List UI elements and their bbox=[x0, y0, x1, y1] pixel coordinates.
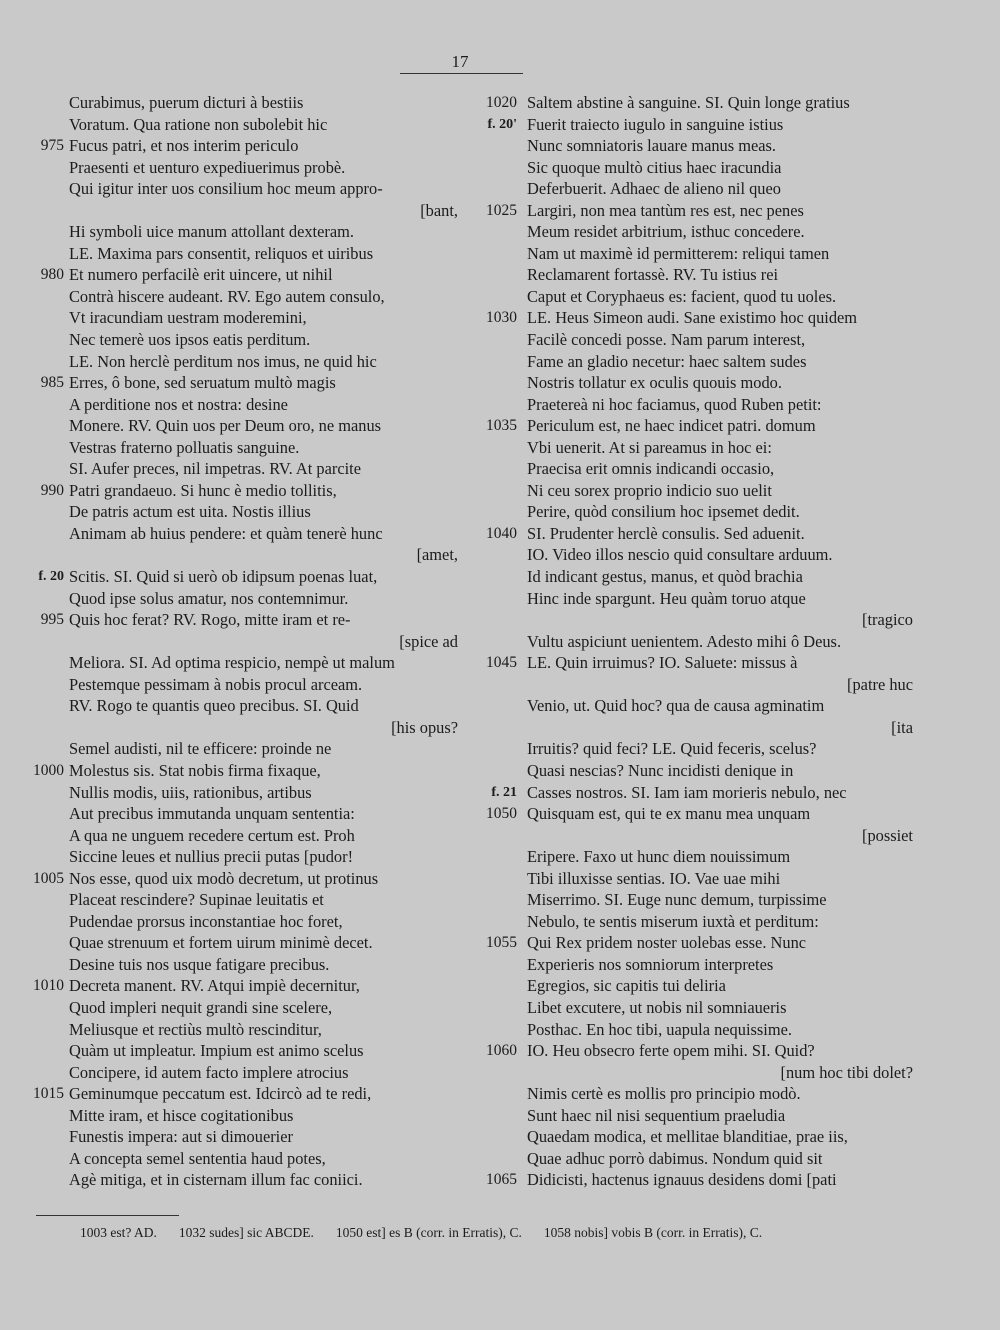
verse-text: [patre huc bbox=[847, 674, 913, 694]
verse-text: Molestus sis. Stat nobis firma fixaque, bbox=[69, 760, 321, 780]
verse-text: SI. Aufer preces, nil impetras. RV. At parcite bbox=[69, 459, 361, 479]
verse-line bbox=[26, 868, 466, 890]
verse-line bbox=[26, 760, 466, 782]
verse-line-continuation bbox=[480, 1062, 913, 1084]
verse-line bbox=[480, 1105, 910, 1127]
verse-text: Vbi uenerit. At si pareamus in hoc ei: bbox=[527, 437, 772, 457]
verse-text: Nullis modis, uiis, rationibus, artibus bbox=[69, 782, 312, 802]
verse-text: Perire, quòd consilium hoc ipsemet dedit. bbox=[527, 502, 800, 522]
verse-text: Placeat rescindere? Supinae leuitatis et bbox=[69, 890, 324, 910]
verse-line bbox=[26, 695, 466, 717]
verse-line bbox=[26, 307, 466, 329]
verse-line bbox=[26, 329, 466, 351]
verse-line bbox=[26, 975, 466, 997]
verse-line bbox=[480, 932, 910, 954]
verse-text: Venio, ut. Quid hoc? qua de causa agminatim bbox=[527, 696, 825, 716]
verse-text: Quàm ut impleatur. Impium est animo scelus bbox=[69, 1041, 364, 1061]
line-number: 1000 bbox=[33, 761, 64, 779]
verse-text: Egregios, sic capitis tui deliria bbox=[527, 976, 726, 996]
left-column bbox=[26, 92, 466, 1191]
verse-line-continuation bbox=[480, 674, 913, 696]
verse-text: Concipere, id autem facto implere atrocius bbox=[69, 1062, 349, 1082]
verse-text: Siccine leues et nullius precii putas [pudor! bbox=[69, 847, 354, 867]
verse-line bbox=[480, 631, 910, 653]
footnote: 1003 est? AD. bbox=[80, 1225, 157, 1240]
verse-line bbox=[26, 803, 466, 825]
verse-line bbox=[480, 437, 910, 459]
line-number: 1010 bbox=[33, 977, 64, 995]
verse-line bbox=[480, 1148, 910, 1170]
verse-text: Geminumque peccatum est. Idcircò ad te redi, bbox=[69, 1084, 372, 1104]
verse-text: Quasi nescias? Nunc incidisti denique in bbox=[527, 760, 794, 780]
verse-line bbox=[26, 135, 466, 157]
verse-line bbox=[26, 415, 466, 437]
verse-line-continuation bbox=[480, 825, 913, 847]
verse-line bbox=[480, 329, 910, 351]
verse-text: Miserrimo. SI. Euge nunc demum, turpissime bbox=[527, 890, 827, 910]
verse-text: Funestis impera: aut si dimouerier bbox=[69, 1127, 293, 1147]
verse-text: Nos esse, quod uix modò decretum, ut protinus bbox=[69, 868, 379, 888]
verse-line bbox=[480, 523, 910, 545]
verse-text: Qui Rex pridem noster uolebas esse. Nunc bbox=[527, 933, 807, 953]
verse-line bbox=[480, 868, 910, 890]
verse-line bbox=[480, 221, 910, 243]
verse-text: Agè mitiga, et in cisternam illum fac coniici. bbox=[69, 1170, 363, 1190]
verse-text: [ita bbox=[891, 717, 913, 737]
verse-line-continuation bbox=[26, 717, 466, 739]
verse-text: Nec temerè uos ipsos eatis perditum. bbox=[69, 330, 311, 350]
verse-line-continuation bbox=[480, 717, 913, 739]
verse-line bbox=[480, 135, 910, 157]
verse-line bbox=[480, 157, 910, 179]
verse-text: Erres, ô bone, sed seruatum multò magis bbox=[69, 373, 336, 393]
verse-text: Scitis. SI. Quid si uerò ob idipsum poenas luat, bbox=[69, 567, 378, 587]
verse-line bbox=[480, 1083, 910, 1105]
verse-line bbox=[26, 609, 466, 631]
verse-line bbox=[480, 760, 910, 782]
right-column bbox=[480, 92, 913, 1191]
verse-text: Praetereà ni hoc faciamus, quod Ruben petit: bbox=[527, 394, 822, 414]
verse-line bbox=[480, 307, 910, 329]
verse-text: Fame an gladio necetur: haec saltem sudes bbox=[527, 351, 807, 371]
verse-text: Aut precibus immutanda unquam sententia: bbox=[69, 804, 355, 824]
footnotes bbox=[80, 1225, 980, 1241]
line-number: 1065 bbox=[486, 1171, 517, 1189]
verse-line bbox=[26, 1019, 466, 1041]
verse-text: Qui igitur inter uos consilium hoc meum appro- bbox=[69, 179, 383, 199]
verse-line bbox=[480, 1126, 910, 1148]
verse-text: [bant, bbox=[420, 200, 458, 220]
line-number: 980 bbox=[40, 266, 64, 284]
verse-line-continuation bbox=[26, 631, 466, 653]
verse-line bbox=[26, 286, 466, 308]
verse-line bbox=[26, 1062, 466, 1084]
verse-line bbox=[26, 846, 466, 868]
verse-text: Sic quoque multò citius haec iracundia bbox=[527, 157, 782, 177]
verse-text: [num hoc tibi dolet? bbox=[780, 1062, 913, 1082]
verse-text: Ni ceu sorex proprio indicio suo uelit bbox=[527, 480, 772, 500]
verse-line bbox=[26, 954, 466, 976]
verse-text: Largiri, non mea tantùm res est, nec penes bbox=[527, 200, 804, 220]
verse-text: Libet excutere, ut nobis nil somniaueris bbox=[527, 997, 787, 1017]
verse-text: Curabimus, puerum dicturi à bestiis bbox=[69, 93, 304, 112]
verse-text: Vestras fraterno polluatis sanguine. bbox=[69, 437, 300, 457]
verse-text: Hi symboli uice manum attollant dexteram. bbox=[69, 222, 354, 242]
verse-text: Monere. RV. Quin uos per Deum oro, ne manus bbox=[69, 416, 382, 436]
verse-text: LE. Quin irruimus? IO. Saluete: missus à bbox=[527, 653, 798, 673]
verse-line bbox=[480, 588, 910, 610]
verse-line-continuation bbox=[26, 544, 466, 566]
verse-line bbox=[26, 911, 466, 933]
folio-marker: f. 21 bbox=[491, 784, 517, 800]
verse-line bbox=[480, 286, 910, 308]
footnote: 1058 nobis] vobis B (corr. in Erratis), C. bbox=[543, 1225, 763, 1240]
verse-text: A qua ne unguem recedere certum est. Proh bbox=[69, 825, 355, 845]
verse-line bbox=[480, 652, 910, 674]
verse-line bbox=[26, 157, 466, 179]
verse-line bbox=[26, 1083, 466, 1105]
verse-text: Didicisti, hactenus ignauus desidens domi [pati bbox=[527, 1170, 837, 1190]
verse-text: A concepta semel sententia haud potes, bbox=[69, 1148, 326, 1168]
verse-line bbox=[26, 566, 466, 588]
verse-line bbox=[480, 1169, 910, 1191]
verse-text: Hinc inde spargunt. Heu quàm toruo atque bbox=[527, 588, 806, 608]
verse-text: Deferbuerit. Adhaec de alieno nil queo bbox=[527, 179, 781, 199]
verse-line bbox=[480, 997, 910, 1019]
verse-line bbox=[26, 351, 466, 373]
verse-line bbox=[26, 1148, 466, 1170]
verse-line bbox=[26, 782, 466, 804]
verse-line bbox=[480, 372, 910, 394]
line-number: 990 bbox=[40, 481, 64, 499]
verse-text: Quis hoc ferat? RV. Rogo, mitte iram et re- bbox=[69, 610, 351, 630]
verse-line bbox=[480, 92, 910, 114]
verse-text: IO. Heu obsecro ferte opem mihi. SI. Quid? bbox=[527, 1041, 815, 1061]
verse-line bbox=[26, 264, 466, 286]
verse-line bbox=[26, 825, 466, 847]
verse-line bbox=[480, 846, 910, 868]
line-number: 1020 bbox=[486, 94, 517, 111]
verse-text: Mitte iram, et hisce cogitationibus bbox=[69, 1105, 294, 1125]
verse-line bbox=[480, 889, 910, 911]
verse-line bbox=[480, 695, 910, 717]
verse-text: LE. Maxima pars consentit, reliquos et uiribus bbox=[69, 243, 374, 263]
verse-text: Periculum est, ne haec indicet patri. domum bbox=[527, 416, 816, 436]
verse-line bbox=[26, 243, 466, 265]
verse-text: LE. Heus Simeon audi. Sane existimo hoc quidem bbox=[527, 308, 858, 328]
verse-line bbox=[480, 501, 910, 523]
verse-line bbox=[480, 480, 910, 502]
footnote-rule bbox=[36, 1215, 179, 1216]
page-number: 17 bbox=[451, 52, 469, 71]
line-number: 975 bbox=[40, 137, 64, 155]
verse-line bbox=[26, 674, 466, 696]
verse-line bbox=[480, 803, 910, 825]
verse-line bbox=[26, 652, 466, 674]
footnote: 1032 sudes] sic ABCDE. bbox=[178, 1225, 314, 1240]
verse-line bbox=[480, 415, 910, 437]
verse-text: IO. Video illos nescio quid consultare arduum. bbox=[527, 545, 833, 565]
verse-text: Tibi illuxisse sentias. IO. Vae uae mihi bbox=[527, 868, 781, 888]
verse-text: Vultu aspiciunt uenientem. Adesto mihi ô Deus. bbox=[527, 631, 842, 651]
verse-text: Desine tuis nos usque fatigare precibus. bbox=[69, 954, 330, 974]
verse-line bbox=[480, 243, 910, 265]
verse-text: Nam ut maximè id permitterem: reliqui tamen bbox=[527, 243, 830, 263]
verse-line bbox=[480, 566, 910, 588]
verse-text: Quisquam est, qui te ex manu mea unquam bbox=[527, 804, 811, 824]
verse-text: Quae strenuum et fortem uirum minimè decet. bbox=[69, 933, 373, 953]
verse-line bbox=[480, 264, 910, 286]
verse-text: Praecisa erit omnis indicandi occasio, bbox=[527, 459, 775, 479]
verse-line bbox=[26, 1105, 466, 1127]
verse-line bbox=[26, 997, 466, 1019]
verse-text: Pudendae prorsus inconstantiae hoc foret, bbox=[69, 911, 343, 931]
verse-line bbox=[26, 92, 466, 114]
verse-text: Pestemque pessimam à nobis procul arceam. bbox=[69, 674, 363, 694]
verse-line bbox=[480, 954, 910, 976]
verse-line bbox=[26, 588, 466, 610]
verse-line bbox=[480, 1019, 910, 1041]
verse-line bbox=[480, 911, 910, 933]
verse-text: Vt iracundiam uestram moderemini, bbox=[69, 308, 307, 328]
verse-text: LE. Non herclè perditum nos imus, ne quid hic bbox=[69, 351, 377, 371]
verse-text: [possiet bbox=[862, 825, 913, 845]
line-number: 1025 bbox=[486, 201, 517, 219]
verse-text: Meum residet arbitrium, isthuc concedere. bbox=[527, 222, 805, 242]
verse-text: [his opus? bbox=[391, 717, 458, 737]
verse-line bbox=[26, 114, 466, 136]
verse-line bbox=[480, 975, 910, 997]
verse-line bbox=[26, 178, 466, 200]
line-number: 1045 bbox=[486, 654, 517, 672]
verse-line bbox=[480, 394, 910, 416]
verse-line bbox=[480, 178, 910, 200]
footnote: 1050 est] es B (corr. in Erratis), C. bbox=[335, 1225, 522, 1240]
verse-text: Praesenti et uenturo expediuerimus probè. bbox=[69, 157, 346, 177]
verse-text: Decreta manent. RV. Atqui impiè decernitur, bbox=[69, 976, 360, 996]
line-number: 985 bbox=[40, 374, 64, 392]
verse-line bbox=[480, 114, 910, 136]
verse-text: Contrà hiscere audeant. RV. Ego autem consulo, bbox=[69, 286, 385, 306]
line-number: 1050 bbox=[486, 805, 517, 823]
verse-line bbox=[480, 782, 910, 804]
verse-text: Fuerit traiecto iugulo in sanguine istius bbox=[527, 114, 784, 134]
verse-line bbox=[480, 1040, 910, 1062]
verse-text: [amet, bbox=[416, 545, 458, 565]
folio-marker: f. 20 bbox=[38, 569, 64, 585]
line-number: 1015 bbox=[33, 1085, 64, 1103]
verse-text: Voratum. Qua ratione non subolebit hic bbox=[69, 114, 328, 134]
verse-text: RV. Rogo te quantis queo precibus. SI. Quid bbox=[69, 696, 359, 716]
verse-text: Nebulo, te sentis miserum iuxtà et perditum: bbox=[527, 911, 819, 931]
line-number: 1060 bbox=[486, 1042, 517, 1060]
verse-line bbox=[26, 501, 466, 523]
verse-line bbox=[26, 889, 466, 911]
verse-line bbox=[480, 458, 910, 480]
verse-text: Posthac. En hoc tibi, uapula nequissime. bbox=[527, 1019, 792, 1039]
verse-line bbox=[26, 221, 466, 243]
verse-text: Experieris nos somniorum interpretes bbox=[527, 954, 774, 974]
header-rule bbox=[400, 73, 523, 74]
verse-text: Caput et Coryphaeus es: facient, quod tu uoles. bbox=[527, 286, 837, 306]
verse-line bbox=[26, 523, 466, 545]
verse-line bbox=[480, 544, 910, 566]
verse-line bbox=[26, 372, 466, 394]
verse-line bbox=[26, 394, 466, 416]
verse-text: Eripere. Faxo ut hunc diem nouissimum bbox=[527, 847, 791, 867]
verse-text: Reclamarent fortassè. RV. Tu istius rei bbox=[527, 265, 779, 285]
verse-text: Animam ab huius pendere: et quàm tenerè hunc bbox=[69, 523, 383, 543]
line-number: 1055 bbox=[486, 934, 517, 952]
verse-text: Quae adhuc porrò dabimus. Nondum quid sit bbox=[527, 1148, 823, 1168]
line-number: 1040 bbox=[486, 524, 517, 542]
verse-line bbox=[26, 1040, 466, 1062]
verse-text: Saltem abstine à sanguine. SI. Quin longe gratius bbox=[527, 93, 850, 112]
verse-line bbox=[26, 1126, 466, 1148]
verse-text: De patris actum est uita. Nostis illius bbox=[69, 502, 311, 522]
verse-text: Nostris tollatur ex oculis quouis modo. bbox=[527, 373, 782, 393]
verse-line bbox=[480, 738, 910, 760]
verse-line bbox=[480, 200, 910, 222]
verse-line bbox=[26, 458, 466, 480]
verse-text: A perditione nos et nostra: desine bbox=[69, 394, 288, 414]
verse-text: Facilè concedi posse. Nam parum interest, bbox=[527, 330, 806, 350]
verse-text: Et numero perfacilè erit uincere, ut nihil bbox=[69, 265, 333, 285]
verse-text: Irruitis? quid feci? LE. Quid feceris, scelus? bbox=[527, 739, 817, 759]
verse-line-continuation bbox=[480, 609, 913, 631]
verse-line bbox=[26, 1169, 466, 1191]
verse-text: Sunt haec nil nisi sequentium praeludia bbox=[527, 1105, 786, 1125]
line-number: 1005 bbox=[33, 869, 64, 887]
line-number: 1035 bbox=[486, 417, 517, 435]
verse-line bbox=[480, 351, 910, 373]
verse-text: Quod ipse solus amatur, nos contemnimur. bbox=[69, 588, 349, 608]
folio-marker: f. 20' bbox=[487, 116, 517, 132]
verse-text: [spice ad bbox=[399, 631, 458, 651]
verse-text: Meliora. SI. Ad optima respicio, nempè ut malum bbox=[69, 653, 395, 673]
verse-text: Nunc somniatoris lauare manus meas. bbox=[527, 136, 776, 156]
verse-line bbox=[26, 437, 466, 459]
verse-text: Semel audisti, nil te efficere: proinde ne bbox=[69, 739, 332, 759]
verse-text: Fucus patri, et nos interim periculo bbox=[69, 136, 299, 156]
verse-text: Nimis certè es mollis pro principio modò. bbox=[527, 1084, 801, 1104]
verse-text: Id indicant gestus, manus, et quòd brachia bbox=[527, 567, 803, 587]
verse-text: Casses nostros. SI. Iam iam morieris nebulo, nec bbox=[527, 782, 847, 802]
verse-line bbox=[26, 480, 466, 502]
line-number: 1030 bbox=[486, 309, 517, 327]
line-number: 995 bbox=[40, 611, 64, 629]
verse-line-continuation bbox=[26, 200, 466, 222]
verse-line bbox=[26, 932, 466, 954]
verse-text: Patri grandaeuo. Si hunc è medio tollitis, bbox=[69, 480, 337, 500]
verse-text: Meliusque et rectiùs multò rescinditur, bbox=[69, 1019, 322, 1039]
verse-text: Quod impleri nequit grandi sine scelere, bbox=[69, 997, 333, 1017]
verse-line bbox=[26, 738, 466, 760]
verse-text: SI. Prudenter herclè consulis. Sed aduenit. bbox=[527, 523, 805, 543]
verse-text: [tragico bbox=[862, 610, 913, 630]
verse-text: Quaedam modica, et mellitae blanditiae, prae iis, bbox=[527, 1127, 848, 1147]
